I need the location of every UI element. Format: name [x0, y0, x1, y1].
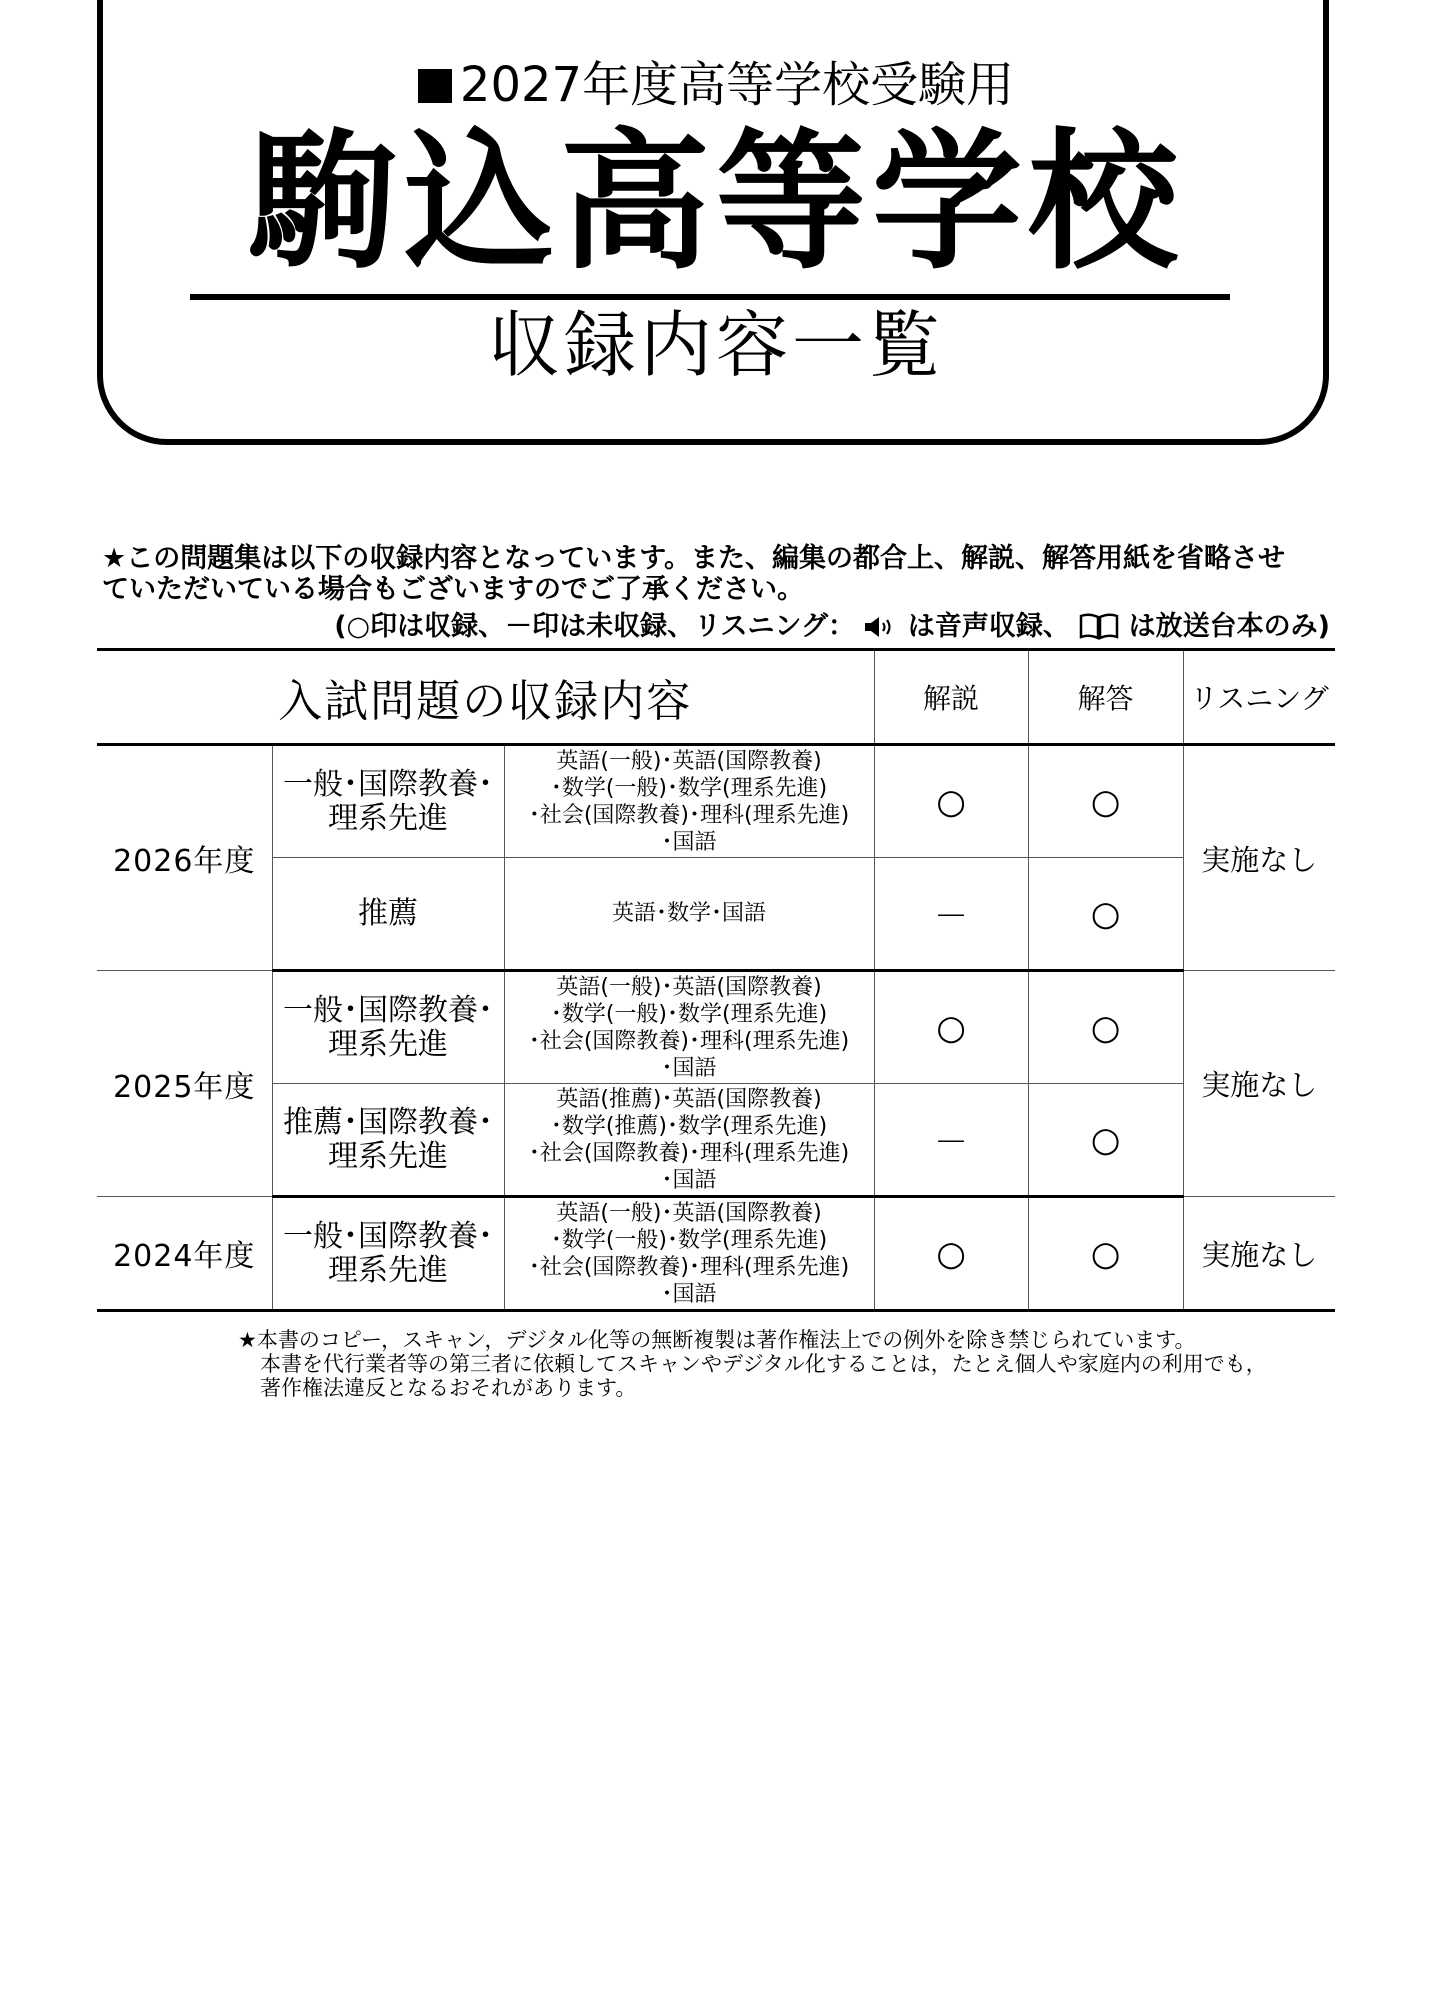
- answer-mark: ○: [1028, 971, 1183, 1084]
- exam-type-cell: [272, 745, 504, 858]
- subjects-cell: [504, 1084, 874, 1197]
- exam-type-line: 理系先進: [328, 1138, 448, 1174]
- answer-mark: ○: [1028, 858, 1183, 971]
- year-cell: 2025年度: [97, 971, 272, 1197]
- speaker-icon: [864, 615, 898, 647]
- explanation-mark: ○: [874, 971, 1028, 1084]
- header-listening: リスニング: [1183, 650, 1335, 745]
- subject-line: 英語(一般)･英語(国際教養): [556, 1200, 822, 1226]
- exam-type-line: 理系先進: [328, 1026, 448, 1062]
- answer-mark: ○: [1028, 745, 1183, 858]
- subject-line: 英語･数学･国語: [612, 901, 767, 926]
- year-cell: 2024年度: [97, 1197, 272, 1311]
- notice-text: [102, 543, 1342, 605]
- subject-line: ･国語: [661, 1167, 717, 1193]
- subtitle-text: 2027年度高等学校受験用: [459, 57, 1015, 113]
- answer-mark: ○: [1028, 1197, 1183, 1311]
- notice-line-2: ていただいている場合もございますのでご了承ください。: [102, 574, 804, 605]
- copyright-line-1: ★本書のコピー，スキャン，デジタル化等の無断複製は著作権法上での例外を除き禁じられています。: [238, 1328, 1196, 1352]
- title-divider: [190, 294, 1230, 300]
- subject-line: ･数学(一般)･数学(理系先進): [550, 1001, 828, 1027]
- legend: [334, 611, 1330, 649]
- exam-year-subtitle: [0, 55, 1432, 115]
- explanation-mark: ○: [874, 745, 1028, 858]
- subject-line: ･社会(国際教養)･理科(理系先進): [528, 802, 850, 828]
- subjects-cell: [504, 745, 874, 858]
- listening-cell: 実施なし: [1183, 1197, 1335, 1311]
- subject-line: ･国語: [661, 1055, 717, 1081]
- exam-type-line: 一般･国際教養･: [283, 1218, 493, 1254]
- subject-line: ･社会(国際教養)･理科(理系先進): [528, 1140, 850, 1166]
- explanation-mark: ○: [874, 1197, 1028, 1311]
- square-bullet-icon: [418, 69, 452, 103]
- exam-type-line: 推薦･国際教養･: [283, 1104, 493, 1140]
- book-icon: [1079, 611, 1119, 649]
- listening-cell: 実施なし: [1183, 745, 1335, 971]
- table-row: [97, 858, 1335, 971]
- copyright-line-2: 本書を代行業者等の第三者に依頼してスキャンやデジタル化することは，たとえ個人や家庭内の利用でも，: [260, 1352, 1267, 1376]
- exam-type-line: 推薦: [358, 895, 418, 931]
- subject-line: ･数学(一般)･数学(理系先進): [550, 1227, 828, 1253]
- exam-type-cell: [272, 971, 504, 1084]
- exam-type-line: 一般･国際教養･: [283, 766, 493, 802]
- subject-line: ･国語: [661, 1281, 717, 1307]
- subject-line: 英語(一般)･英語(国際教養): [556, 974, 822, 1000]
- table-row: [97, 745, 1335, 858]
- explanation-mark: －: [874, 858, 1028, 971]
- exam-type-line: 理系先進: [328, 800, 448, 836]
- table-row: [97, 971, 1335, 1084]
- subject-line: ･社会(国際教養)･理科(理系先進): [528, 1254, 850, 1280]
- exam-type-line: 理系先進: [328, 1252, 448, 1288]
- exam-type-cell: [272, 858, 504, 971]
- exam-type-cell: [272, 1197, 504, 1311]
- header-contents: 入試問題の収録内容: [97, 650, 874, 745]
- subject-line: 英語(一般)･英語(国際教養): [556, 748, 822, 774]
- contents-table: [97, 648, 1335, 1312]
- header-explanation: 解説: [874, 650, 1028, 745]
- school-name: 駒込高等学校: [247, 116, 1184, 290]
- subjects-cell: [504, 971, 874, 1084]
- answer-mark: ○: [1028, 1084, 1183, 1197]
- legend-prefix: (○印は収録、－印は未収録、リスニング：: [334, 611, 856, 642]
- legend-script: は放送台本のみ): [1128, 611, 1330, 642]
- explanation-mark: －: [874, 1084, 1028, 1197]
- table-row: [97, 1197, 1335, 1311]
- table-header-row: [97, 650, 1335, 745]
- year-cell: 2026年度: [97, 745, 272, 971]
- subject-line: ･国語: [661, 829, 717, 855]
- subject-line: 英語(推薦)･英語(国際教養): [556, 1086, 822, 1112]
- contents-title: 収録内容一覧: [487, 303, 944, 387]
- subject-line: ･数学(推薦)･数学(理系先進): [550, 1113, 828, 1139]
- table-row: [97, 1084, 1335, 1197]
- subject-line: ･数学(一般)･数学(理系先進): [550, 775, 828, 801]
- header-answer: 解答: [1028, 650, 1183, 745]
- subjects-cell: [504, 1197, 874, 1311]
- exam-type-cell: [272, 1084, 504, 1197]
- legend-audio: は音声収録、: [907, 611, 1070, 642]
- copyright-line-3: 著作権法違反となるおそれがあります。: [260, 1376, 637, 1400]
- subjects-cell: [504, 858, 874, 971]
- subject-line: ･社会(国際教養)･理科(理系先進): [528, 1028, 850, 1054]
- exam-type-line: 一般･国際教養･: [283, 992, 493, 1028]
- copyright-notice: [238, 1328, 1338, 1400]
- notice-line-1: ★この問題集は以下の収録内容となっています。また、編集の都合上、解説、解答用紙を省略させ: [102, 543, 1286, 574]
- listening-cell: 実施なし: [1183, 971, 1335, 1197]
